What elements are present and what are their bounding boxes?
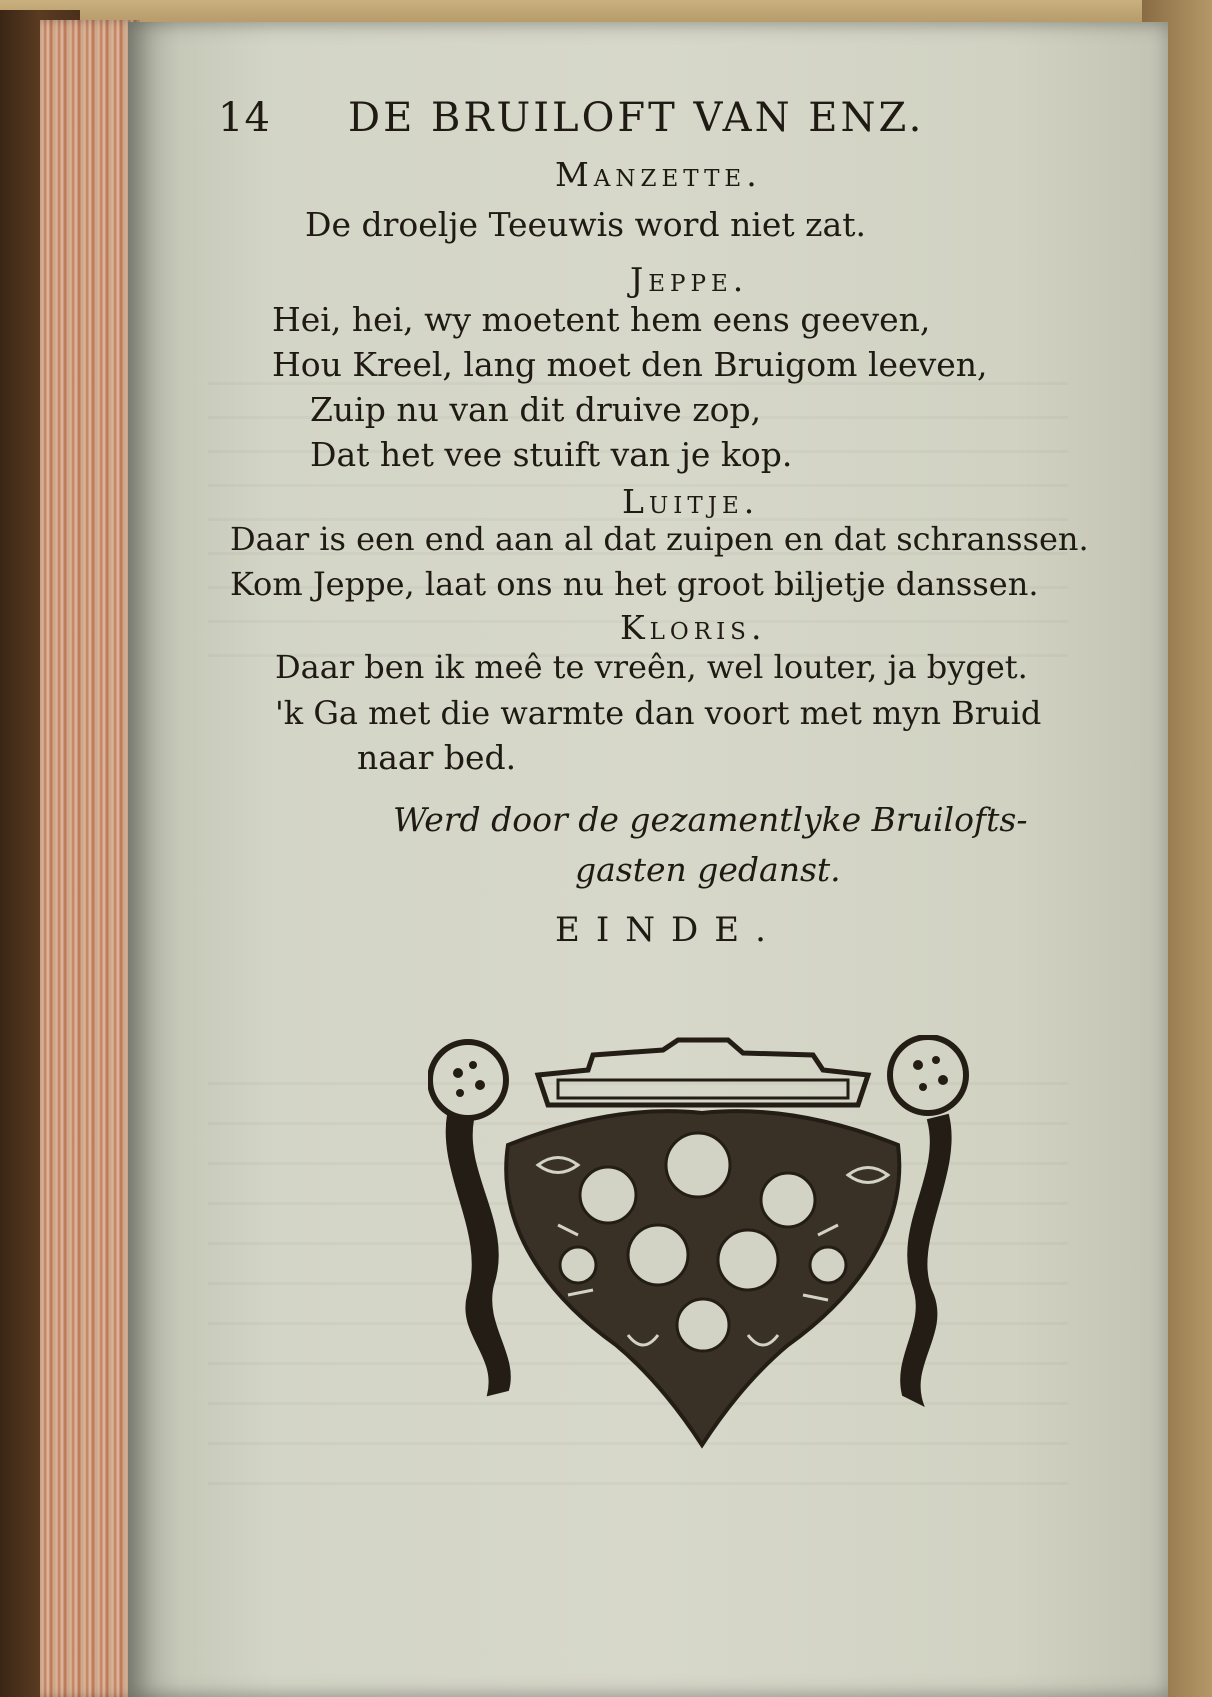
verse-line: naar bed. xyxy=(357,738,517,777)
speaker-luitje: Luitje. xyxy=(622,482,760,521)
speaker-kloris: Kloris. xyxy=(620,608,767,647)
speaker-manzette: Manzette. xyxy=(555,155,762,194)
verse-line: Daar ben ik meê te vreên, wel louter, ja byget. xyxy=(275,648,1028,686)
floral-woodcut-vignette-icon xyxy=(428,1035,976,1455)
finis-heading: EINDE. xyxy=(555,910,782,950)
verse-line: Hei, hei, wy moetent hem eens geeven, xyxy=(272,300,931,339)
verse-line: Dat het vee stuift van je kop. xyxy=(310,435,793,474)
verse-line: De droelje Teeuwis word niet zat. xyxy=(305,205,866,244)
verse-line: Kom Jeppe, laat ons nu het groot biljetje danssen. xyxy=(230,565,1039,603)
running-head xyxy=(218,95,1038,145)
stage-direction-line: Werd door de gezamentlyke Bruilofts- xyxy=(393,800,1028,839)
verse-line: Daar is een end aan al dat zuipen en dat schranssen. xyxy=(230,520,1089,558)
running-title: DE BRUILOFT VAN ENZ. xyxy=(348,95,925,141)
page-number: 14 xyxy=(218,95,271,141)
verse-line: Zuip nu van dit druive zop, xyxy=(310,390,762,429)
verse-line: Hou Kreel, lang moet den Bruigom leeven, xyxy=(272,345,988,384)
speaker-jeppe: Jeppe. xyxy=(630,260,749,299)
page-edges xyxy=(40,20,140,1697)
stage-direction-line: gasten gedanst. xyxy=(575,850,841,889)
verse-line: 'k Ga met die warmte dan voort met myn Bruid xyxy=(275,694,1042,732)
